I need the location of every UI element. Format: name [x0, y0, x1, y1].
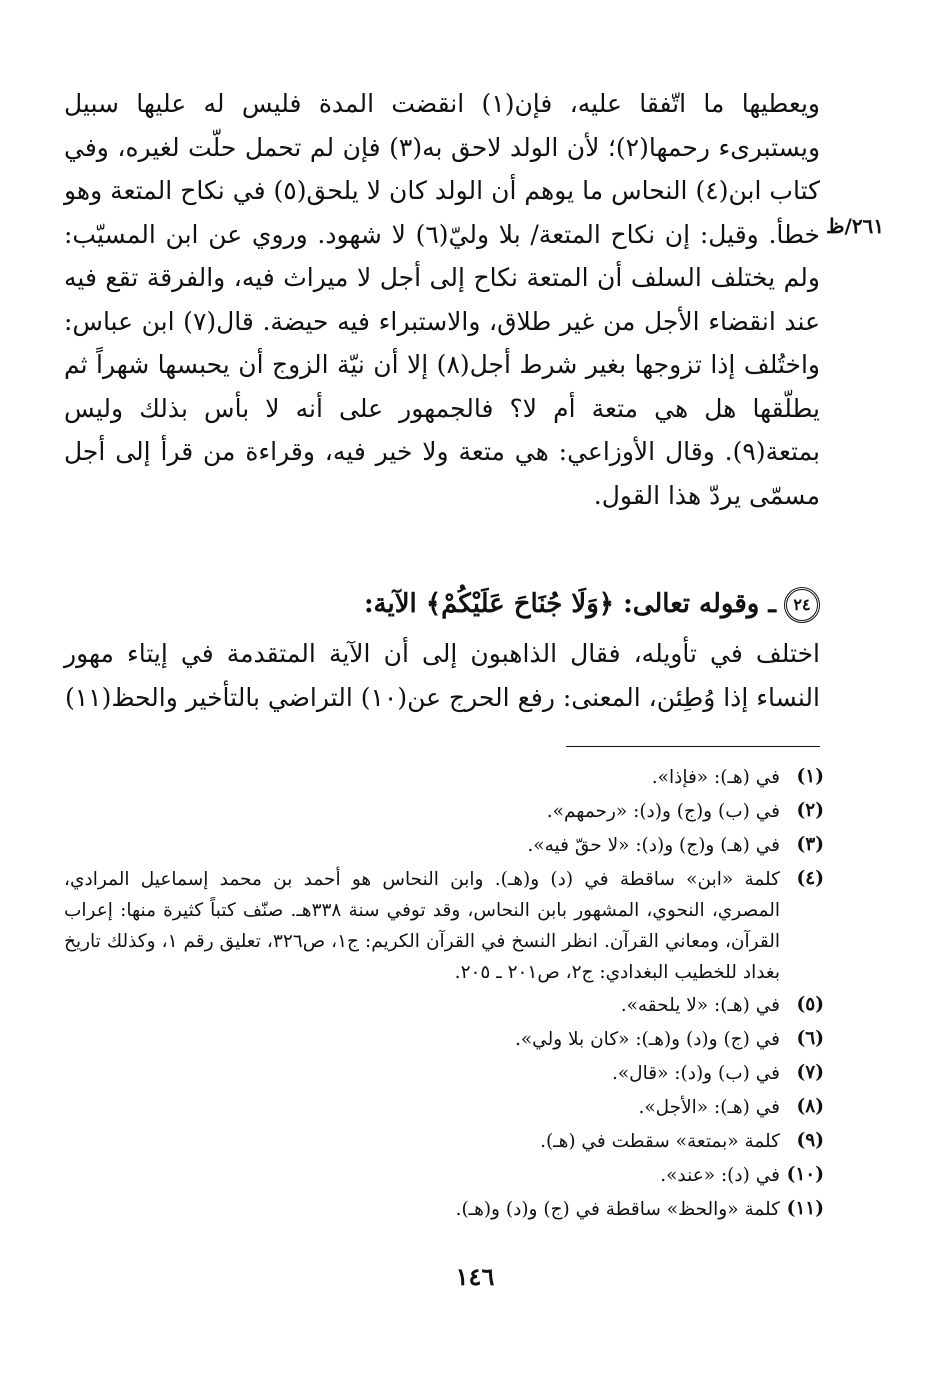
footnote-number: (١٠)	[786, 1164, 824, 1185]
footnote-number: (٨)	[796, 1096, 824, 1117]
heading-prefix: ـ وقوله تعالى:	[614, 589, 776, 619]
footnote-text: في (ج) و(د) و(هـ): «كان بلا ولي».	[514, 1029, 780, 1050]
footnote-text: كلمة «بمتعة» سقطت في (هـ).	[540, 1131, 780, 1152]
footnote-number: (٢)	[796, 800, 824, 821]
section-body-text: اختلف في تأويله، فقال الذاهبون إلى أن الآية المتقدمة في إيتاء مهور النساء إذا وُطِئن، المعنى: رفع الحرج عن(١٠) التراضي بالتأخير والحظ(١١)	[64, 639, 820, 712]
main-text	[64, 82, 820, 517]
footnote-item	[64, 828, 824, 862]
footnote-number: (٩)	[796, 1130, 824, 1151]
footnote-item	[64, 862, 824, 988]
footnote-text: في (ب) و(د): «قال».	[611, 1063, 780, 1084]
footnote-number: (٥)	[796, 994, 824, 1015]
footnote-text: كلمة «والحظ» ساقطة في (ج) و(د) و(هـ).	[455, 1199, 780, 1220]
footnote-item	[64, 988, 824, 1022]
footnote-item	[64, 1124, 824, 1158]
footnote-number: (٧)	[796, 1062, 824, 1083]
footnote-item	[64, 1056, 824, 1090]
footnote-text: في (هـ): «الأجل».	[638, 1097, 780, 1118]
footnote-item	[64, 760, 824, 794]
footnote-divider	[566, 746, 820, 747]
footnote-item	[64, 1158, 824, 1192]
quran-quote: ﴿وَلَا جُنَاحَ عَلَيْكُمْ﴾	[425, 589, 615, 619]
verse-number-badge: ٢٤	[784, 587, 820, 623]
manuscript-folio-note: ٢٦١/ظ	[826, 214, 885, 238]
footnote-text: كلمة «ابن» ساقطة في (د) و(هـ). وابن النحاس هو أحمد بن محمد إسماعيل المرادي، المصري، النحوي، المشهور بابن النحاس، وقد توفي سنة ٣٣٨هـ. صنّف كتباً كثيرة منها: إعراب القرآن، ومعاني القرآن. انظر النسخ في القرآن الكريم: ج١، ص٣٢٦، تعليق رقم ١، وكذلك تاريخ بغداد للخطيب البغدادي: ج٢، ص٢٠١ ـ ٢٠٥.	[64, 869, 781, 983]
footnote-text: في (د): «عند».	[660, 1165, 780, 1186]
footnote-number: (١)	[796, 766, 824, 787]
footnote-text: في (هـ) و(ج) و(د): «لا حقّ فيه».	[527, 835, 780, 856]
footnote-number: (٣)	[796, 834, 824, 855]
page-number: ١٤٦	[455, 1262, 495, 1291]
footnote-item	[64, 1022, 824, 1056]
footnote-text: في (هـ): «لا يلحقه».	[620, 995, 780, 1016]
heading-suffix: الآية:	[363, 589, 426, 619]
footnote-item	[64, 1192, 824, 1226]
footnote-item	[64, 1090, 824, 1124]
footnote-text: في (هـ): «فإذا».	[651, 767, 780, 788]
footnote-item	[64, 794, 824, 828]
footnotes-list	[64, 760, 824, 1226]
footnote-number: (٤)	[796, 868, 824, 889]
footnote-number: (٦)	[796, 1028, 824, 1049]
footnote-text: في (ب) و(ج) و(د): «رحمهم».	[546, 801, 780, 822]
body-paragraph: ويعطيها ما اتّفقا عليه، فإن(١) انقضت المدة فليس له عليها سبيل ويستبرىء رحمها(٢)؛ لأن الولد لاحق به(٣) فإن لم تحمل حلّت لغيره، وفي كتاب ابن(٤) النحاس ما يوهم أن الولد كان لا يلحق(٥) في نكاح المتعة وهو خطأ. وقيل: إن نكاح المتعة/ بلا وليّ(٦) لا شهود. وروي عن ابن المسيّب: ولم يختلف السلف أن المتعة نكاح إلى أجل لا ميراث فيه، والفرقة تقع فيه عند انقضاء الأجل من غير طلاق، والاستبراء فيه حيضة. قال(٧) ابن عباس: واختُلف إذا تزوجها بغير شرط أجل(٨) إلا أن نيّة الزوج أن يحبسها شهراً ثم يطلّقها هل هي متعة أم لا؟ فالجمهور على أنه لا بأس بذلك وليس بمتعة(٩). وقال الأوزاعي: هي متعة ولا خير فيه، وقراءة من قرأ إلى أجل مسمّى يردّ هذا القول.	[64, 89, 821, 510]
footnote-number: (١١)	[786, 1198, 824, 1219]
section-heading	[64, 582, 820, 626]
